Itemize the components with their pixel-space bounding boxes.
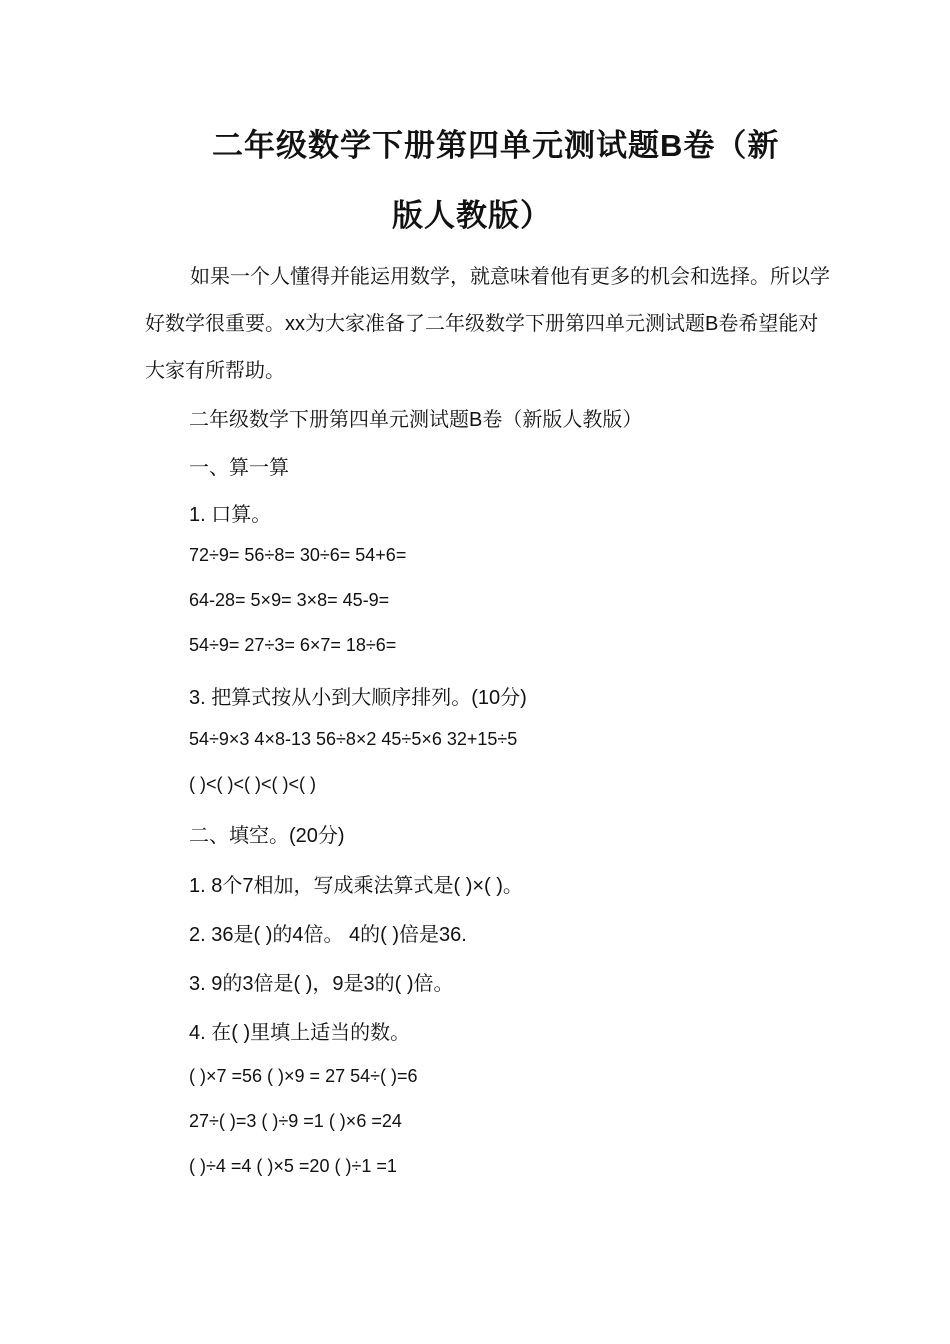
fill-row-1: ( )×7 =56 ( )×9 = 27 54÷( )=6 xyxy=(189,1066,418,1086)
fill-question-4: 4. 在( )里填上适当的数。 xyxy=(189,1022,411,1044)
ordering-blanks: ( )<( )<( )<( )<( ) xyxy=(189,774,316,794)
fill-row-3: ( )÷4 =4 ( )×5 =20 ( )÷1 =1 xyxy=(189,1156,397,1176)
fill-question-3: 3. 9的3倍是( )，9是3的( )倍。 xyxy=(189,973,454,995)
document-title-line-2: 版人教版） xyxy=(392,198,552,233)
mental-math-row-1: 72÷9= 56÷8= 30÷6= 54+6= xyxy=(189,545,407,565)
fill-question-1: 1. 8个7相加，写成乘法算式是( )×( )。 xyxy=(189,875,523,897)
section-heading-calculate: 一、算一算 xyxy=(189,457,289,479)
mental-math-row-2: 64-28= 5×9= 3×8= 45-9= xyxy=(189,590,390,610)
fill-question-2: 2. 36是( )的4倍。 4的( )倍是36. xyxy=(189,924,467,946)
mental-math-row-3: 54÷9= 27÷3= 6×7= 18÷6= xyxy=(189,635,397,655)
ordering-expressions: 54÷9×3 4×8-13 56÷8×2 45÷5×6 32+15÷5 xyxy=(189,729,518,749)
fill-row-2: 27÷( )=3 ( )÷9 =1 ( )×6 =24 xyxy=(189,1111,402,1131)
intro-paragraph: 如果一个人懂得并能运用数学，就意味着他有更多的机会和选择。所以学好数学很重要。xx为大家准备了二年级数学下册第四单元测试题B卷希望能对大家有所帮助。 xyxy=(145,266,830,382)
subtitle: 二年级数学下册第四单元测试题B卷（新版人教版） xyxy=(189,409,643,431)
section-heading-fill-blanks: 二、填空。(20分) xyxy=(189,825,345,847)
question-3-heading: 3. 把算式按从小到大顺序排列。(10分) xyxy=(189,687,527,709)
question-1-heading: 1. 口算。 xyxy=(189,504,272,526)
document-title-line-1: 二年级数学下册第四单元测试题B卷（新 xyxy=(212,128,780,163)
